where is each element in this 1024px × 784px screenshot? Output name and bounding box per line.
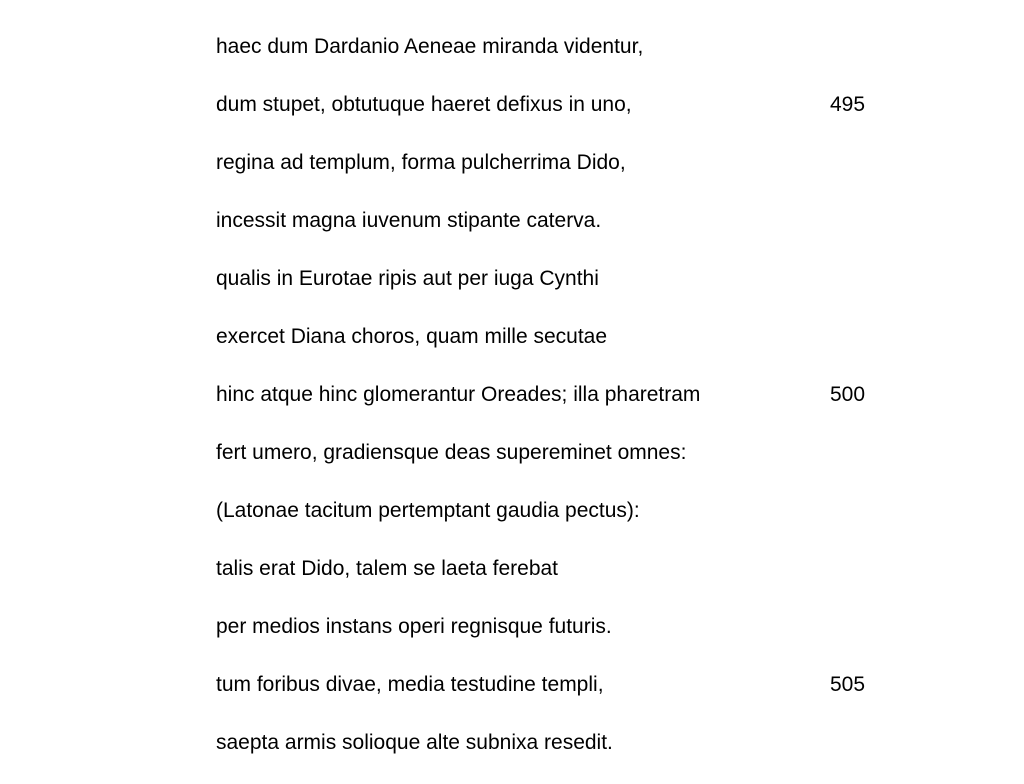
line-number: 495	[830, 93, 866, 116]
line-number: 505	[830, 673, 866, 696]
verse-text: qualis in Eurotae ripis aut per iuga Cynthi	[216, 267, 599, 290]
verse-text: incessit magna iuvenum stipante caterva.	[216, 209, 602, 232]
verse-text: saepta armis solioque alte subnixa resedit.	[216, 731, 613, 754]
verse-text: per medios instans operi regnisque futuris.	[216, 615, 612, 638]
verse-text: haec dum Dardanio Aeneae miranda videntur,	[216, 35, 644, 58]
verse-line	[216, 146, 896, 204]
verse-line	[216, 494, 896, 552]
verse-text: exercet Diana choros, quam mille secutae	[216, 325, 608, 348]
verse-text: fert umero, gradiensque deas supereminet omnes:	[216, 441, 687, 464]
verse-line	[216, 88, 896, 146]
verse-line	[216, 378, 896, 436]
verse-text: (Latonae tacitum pertemptant gaudia pectus):	[216, 499, 640, 522]
verse-text: tum foribus divae, media testudine templi,	[216, 673, 604, 696]
verse-line	[216, 552, 896, 610]
verse-text: talis erat Dido, talem se laeta ferebat	[216, 557, 559, 580]
verse-text: hinc atque hinc glomerantur Oreades; illa pharetram	[216, 383, 701, 406]
poem-text	[216, 30, 896, 784]
verse-line	[216, 436, 896, 494]
verse-text: regina ad templum, forma pulcherrima Dido,	[216, 151, 626, 174]
verse-line	[216, 610, 896, 668]
verse-line	[216, 30, 896, 88]
line-number: 500	[830, 383, 866, 406]
verse-line	[216, 262, 896, 320]
verse-line	[216, 668, 896, 726]
verse-text: dum stupet, obtutuque haeret defixus in uno,	[216, 93, 632, 116]
verse-line	[216, 204, 896, 262]
verse-line	[216, 320, 896, 378]
verse-line	[216, 726, 896, 784]
